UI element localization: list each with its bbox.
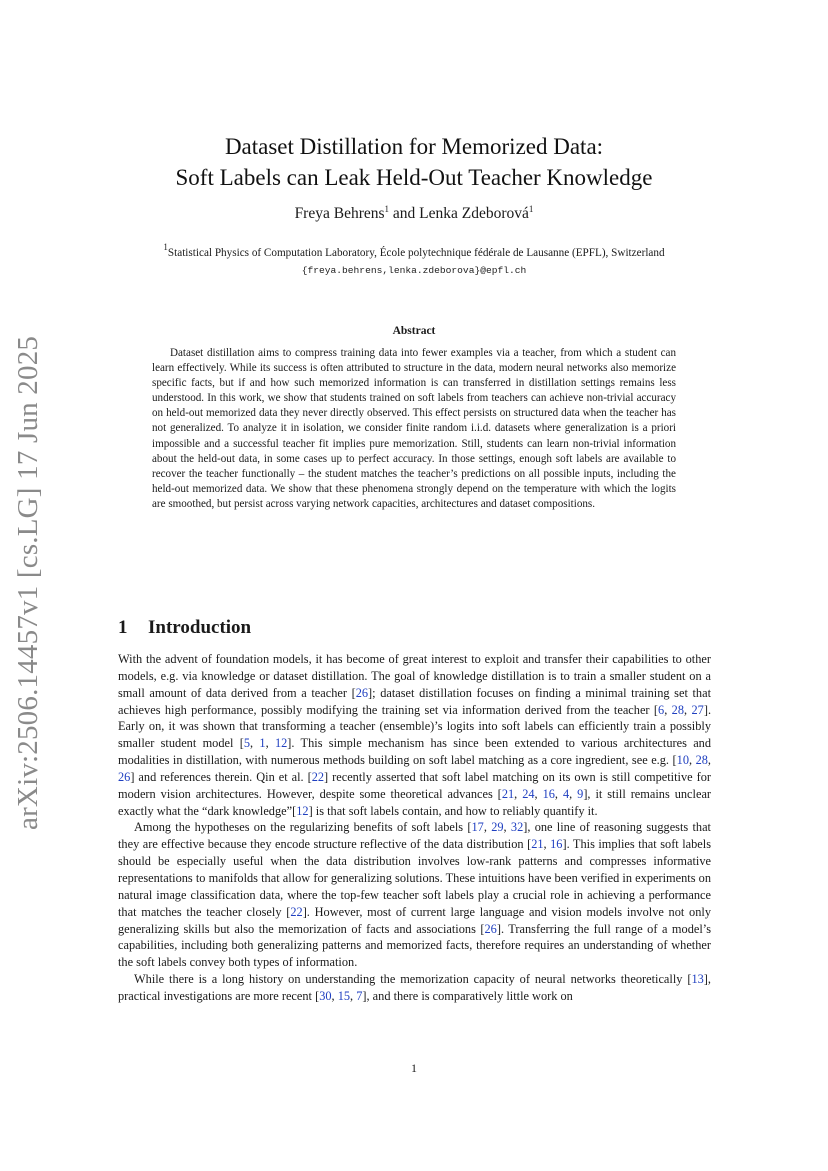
text-run: ,: [688, 753, 696, 768]
text-run: ]; dataset distillation focuses on finding a minimal training set that achieves high performance, possibly modifying the training set via information derived from the teacher [: [118, 685, 711, 717]
title-line-1: Dataset Distillation for Memorized Data:: [224, 134, 604, 159]
citation-link[interactable]: 5: [243, 736, 250, 751]
text-run: ]. This implies that soft labels should be especially useful when the data distribution involves low-rank patterns and compresses informative representations to manifolds that allow for generalizing solutions. These intuitions have been verified in experiments on natural image classification data, where the top-few teacher soft labels play a crucial role in achieving a performance that matches the teacher closely [: [118, 837, 712, 919]
abstract-heading: Abstract: [392, 325, 436, 337]
text-run: ,: [664, 702, 672, 717]
section-heading: [118, 616, 251, 640]
arxiv-identifier-stamp: arXiv:2506.14457v1 [cs.LG] 17 Jun 2025: [12, 335, 44, 830]
text-run: ,: [503, 820, 511, 835]
affiliation: [100, 242, 728, 261]
citation-link[interactable]: 22: [290, 904, 303, 919]
text-run: ], one line of reasoning suggests that they are effective because they encode structure reflective of the data distribution [: [118, 820, 711, 852]
citation-link[interactable]: 21: [531, 837, 544, 852]
paragraph: [118, 651, 711, 819]
text-run: ,: [514, 786, 523, 801]
citation-link[interactable]: 12: [274, 736, 288, 751]
text-run: ,: [534, 786, 543, 801]
text-run: ,: [331, 988, 338, 1003]
citation-link[interactable]: 7: [356, 988, 363, 1003]
citation-link[interactable]: 9: [577, 786, 584, 801]
citation-link[interactable]: 6: [658, 702, 665, 717]
paragraph: [118, 971, 711, 1005]
page-number: 1: [411, 1061, 417, 1075]
section-title: Introduction: [148, 617, 252, 638]
citation-link[interactable]: 17: [471, 820, 484, 835]
text-run: ]. This simple mechanism has since been extended to various architectures and modalities in distillation, with numerous methods building on soft label matching as a core ingredient, see e.g. [: [118, 736, 712, 768]
author-list: [100, 203, 728, 225]
text-run: ]. However, most of current large language and vision models involve not only generalizing skills but also the memorization of facts and associations [: [118, 904, 711, 936]
citation-link[interactable]: 15: [337, 988, 351, 1003]
text-run: ]. Transferring the full range of a model’s capabilities, including both generalizing patterns and memorized facts, therefore requires an understanding of whether the soft labels convey both types of information.: [118, 921, 712, 970]
citation-link[interactable]: 16: [550, 837, 563, 852]
paragraph: [118, 819, 711, 971]
citation-link[interactable]: 1: [259, 736, 266, 751]
author-separator: and: [389, 205, 420, 222]
text-run: ], practical investigations are more recent [: [118, 972, 711, 1003]
citation-link[interactable]: 26: [118, 769, 131, 784]
text-run: ,: [350, 988, 357, 1003]
text-run: ,: [265, 736, 275, 751]
text-run: ] is that soft labels contain, and how to reliably quantify it.: [308, 803, 598, 818]
citation-link[interactable]: 12: [296, 803, 309, 818]
citation-link[interactable]: 28: [695, 753, 708, 768]
text-run: ] recently asserted that soft label matching on its own is still competitive for modern vision architectures. However, despite some theoretical advances [: [118, 769, 711, 801]
text-run: ,: [554, 786, 563, 801]
citation-link[interactable]: 16: [542, 786, 555, 801]
author-affiliation-marker: 1: [528, 204, 534, 214]
text-run: ,: [543, 837, 551, 852]
text-run: ]. Early on, it was shown that transforming a teacher (ensemble)’s logits into soft labels can efficiently train a possibly smaller student model [: [118, 702, 712, 751]
title-line-2: Soft Labels can Leak Held-Out Teacher Knowledge: [175, 165, 653, 190]
citation-link[interactable]: 10: [676, 753, 689, 768]
citation-link[interactable]: 32: [510, 820, 524, 835]
introduction-body: [118, 651, 711, 1005]
text-run: ,: [707, 753, 712, 768]
text-run: ], it still remains unclear exactly what the “dark knowledge”[: [118, 786, 712, 818]
text-run: ,: [569, 786, 578, 801]
text-run: ,: [684, 702, 692, 717]
citation-link[interactable]: 26: [484, 921, 497, 936]
author-affiliation-marker: 1: [384, 204, 390, 214]
text-run: ,: [250, 736, 260, 751]
text-run: ,: [483, 820, 492, 835]
text-run: With the advent of foundation models, it has become of great interest to exploit and transfer their capabilities to other models, e.g. via knowledge or dataset distillation. The goal of knowledge distillation is to train a smaller student on a small amount of data derived from a teacher [: [118, 652, 711, 700]
citation-link[interactable]: 4: [562, 786, 570, 801]
citation-link[interactable]: 26: [355, 685, 369, 700]
citation-link[interactable]: 28: [671, 702, 685, 717]
citation-link[interactable]: 29: [491, 820, 504, 835]
author-name: Lenka Zdeborová: [419, 205, 529, 222]
citation-link[interactable]: 21: [501, 786, 515, 801]
citation-link[interactable]: 22: [311, 769, 325, 784]
affiliation-marker: 1: [163, 242, 168, 252]
text-run: Among the hypotheses on the regularizing benefits of soft labels [: [134, 820, 472, 835]
paper-title: [100, 131, 728, 193]
citation-link[interactable]: 27: [691, 702, 704, 717]
text-run: ], and there is comparatively little work on: [362, 988, 573, 1003]
citation-link[interactable]: 13: [691, 972, 704, 987]
citation-link[interactable]: 30: [319, 988, 332, 1003]
abstract-text: Dataset distillation aims to compress training data into fewer examples via a teacher, from which a student can learn effectively. While its success is often attributed to structure in the data, modern neural networks also memorize specific facts, but if and how such memorized information is can transferred in distillation settings remains less understood. In this work, we show that students trained on soft labels from teachers can achieve non-trivial accuracy on held-out memorized data they never directly observed. This effect persists on structured data when the teacher has not generalized. To analyze it in isolation, we consider finite random i.i.d. datasets where generalization is a priori impossible and a successful teacher fit implies pure memorization. Still, students can learn non-trivial information about the held-out data, in some cases up to perfect accuracy. In those settings, enough soft labels are available to recover the teacher functionally – the student matches the teacher’s predictions on all possible inputs, including the held-out memorized data. We show that these phenomena strongly depend on the temperature with which the logits are smoothed, but persist across varying network capacities, architectures and dataset compositions.: [152, 347, 676, 510]
section-number: 1: [118, 617, 128, 638]
citation-link[interactable]: 24: [522, 786, 535, 801]
text-run: ] and references therein. Qin et al. [: [130, 769, 312, 784]
text-run: While there is a long history on understanding the memorization capacity of neural networks theoretically [: [134, 972, 692, 987]
affiliation-text: Statistical Physics of Computation Laboratory, École polytechnique fédérale de Lausanne (EPFL), Switzerland: [167, 247, 665, 259]
author-email: {freya.behrens,lenka.zdeborova}@epfl.ch: [301, 265, 527, 276]
author-name: Freya Behrens: [294, 205, 385, 222]
